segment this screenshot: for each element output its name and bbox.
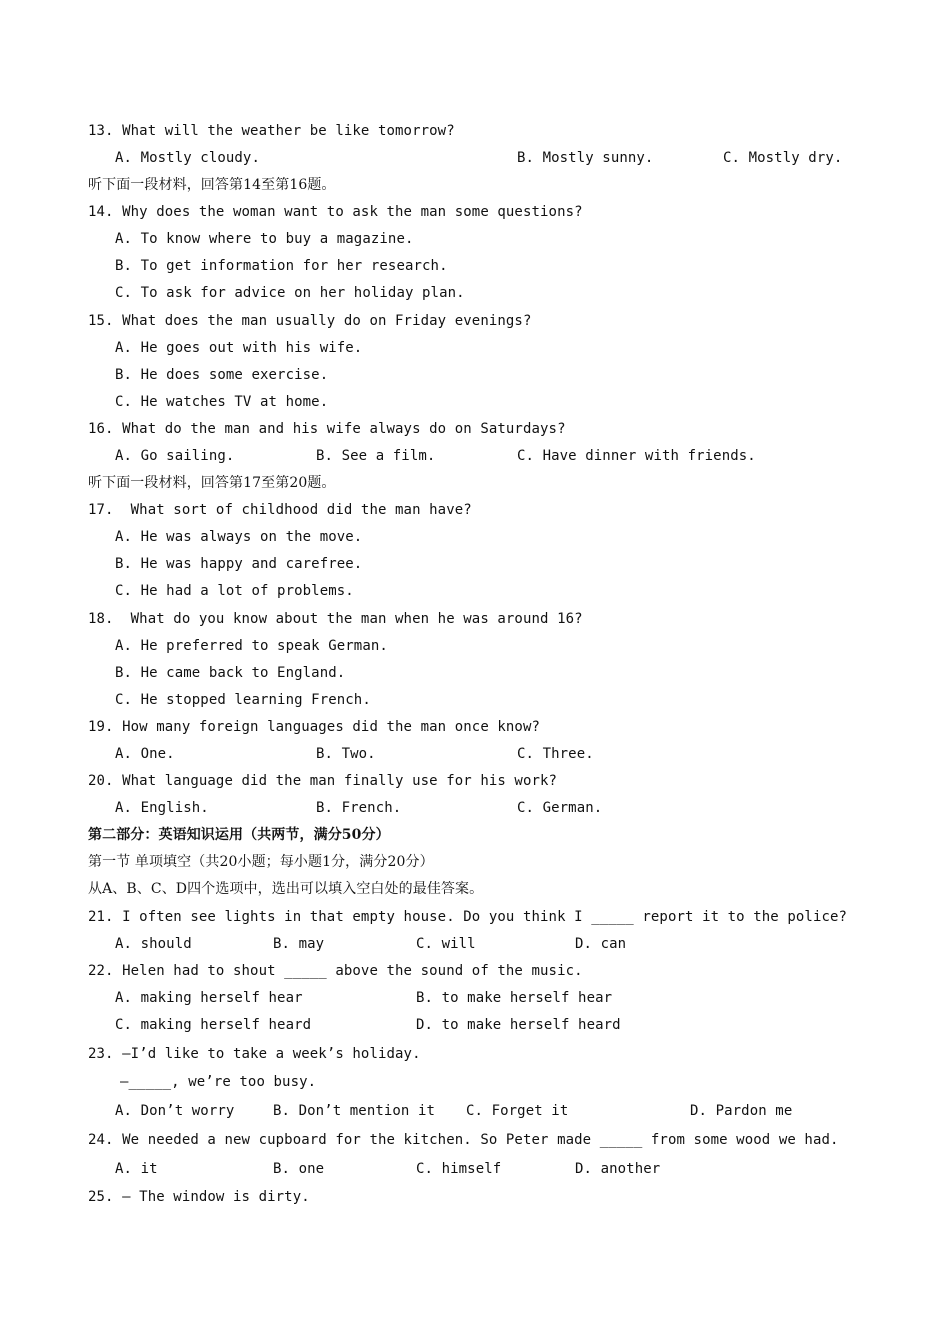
question-18-stem: 18. What do you know about the man when he was around 16? [88,611,583,627]
question-16-option-c: C. Have dinner with friends. [517,448,756,464]
question-21-option-b: B. may [273,936,325,952]
question-15-option-c: C. He watches TV at home. [115,394,329,410]
question-17-option-a: A. He was always on the move. [115,529,363,545]
question-13-option-b: B. Mostly sunny. [517,150,654,166]
question-13-option-a: A. Mostly cloudy. [115,150,260,166]
question-19-option-c: C. Three. [517,746,594,762]
question-17-stem: 17. What sort of childhood did the man have? [88,502,472,518]
question-15-option-a: A. He goes out with his wife. [115,340,363,356]
question-25-stem: 25. — The window is dirty. [88,1189,310,1205]
question-18-option-c: C. He stopped learning French. [115,692,371,708]
question-22-stem: 22. Helen had to shout _____ above the sound of the music. [88,963,583,979]
question-14-option-b: B. To get information for her research. [115,258,448,274]
question-16-option-a: A. Go sailing. [115,448,235,464]
question-18-option-a: A. He preferred to speak German. [115,638,388,654]
question-23-stem: 23. —I’d like to take a week’s holiday. [88,1046,421,1062]
question-15-option-b: B. He does some exercise. [115,367,329,383]
question-14-stem: 14. Why does the woman want to ask the man some questions? [88,204,583,220]
question-16-option-b: B. See a film. [316,448,436,464]
question-24-option-a: A. it [115,1161,158,1177]
question-24-option-d: D. another [575,1161,661,1177]
question-23-option-c: C. Forget it [466,1103,569,1119]
question-24-option-b: B. one [273,1161,325,1177]
question-22-option-a: A. making herself hear [115,990,303,1006]
question-21-option-a: A. should [115,936,192,952]
listening-intro-17-20: 听下面一段材料，回答第17至第20题。 [88,475,336,491]
section-1-title: 第一节 单项填空（共20小题；每小题1分，满分20分） [88,854,434,870]
question-20-stem: 20. What language did the man finally use for his work? [88,773,558,789]
question-23-stem-reply: —_____, we’re too busy. [120,1074,317,1090]
question-18-option-b: B. He came back to England. [115,665,346,681]
question-14-option-a: A. To know where to buy a magazine. [115,231,414,247]
question-22-option-d: D. to make herself heard [416,1017,621,1033]
question-21-option-d: D. can [575,936,627,952]
question-20-option-b: B. French. [316,800,402,816]
question-24-option-c: C. himself [416,1161,502,1177]
question-21-option-c: C. will [416,936,476,952]
question-13-option-c: C. Mostly dry. [723,150,843,166]
question-16-stem: 16. What do the man and his wife always do on Saturdays? [88,421,566,437]
question-14-option-c: C. To ask for advice on her holiday plan. [115,285,465,301]
question-22-option-c: C. making herself heard [115,1017,312,1033]
question-23-option-a: A. Don’t worry [115,1103,235,1119]
question-13-stem: 13. What will the weather be like tomorrow? [88,123,455,139]
question-22-option-b: B. to make herself hear [416,990,613,1006]
listening-intro-14-16: 听下面一段材料，回答第14至第16题。 [88,177,336,193]
question-23-option-d: D. Pardon me [690,1103,793,1119]
section-1-instructions: 从A、B、C、D四个选项中，选出可以填入空白处的最佳答案。 [88,881,484,897]
question-19-option-b: B. Two. [316,746,376,762]
question-21-stem: 21. I often see lights in that empty house. Do you think I _____ report it to the police? [88,909,848,925]
question-20-option-a: A. English. [115,800,209,816]
question-24-stem: 24. We needed a new cupboard for the kitchen. So Peter made _____ from some wood we had. [88,1132,839,1148]
question-17-option-c: C. He had a lot of problems. [115,583,354,599]
question-15-stem: 15. What does the man usually do on Friday evenings? [88,313,532,329]
part-2-title: 第二部分：英语知识运用（共两节，满分50分） [88,827,390,843]
question-19-option-a: A. One. [115,746,175,762]
question-20-option-c: C. German. [517,800,603,816]
question-19-stem: 19. How many foreign languages did the man once know? [88,719,541,735]
question-23-option-b: B. Don’t mention it [273,1103,436,1119]
question-17-option-b: B. He was happy and carefree. [115,556,363,572]
